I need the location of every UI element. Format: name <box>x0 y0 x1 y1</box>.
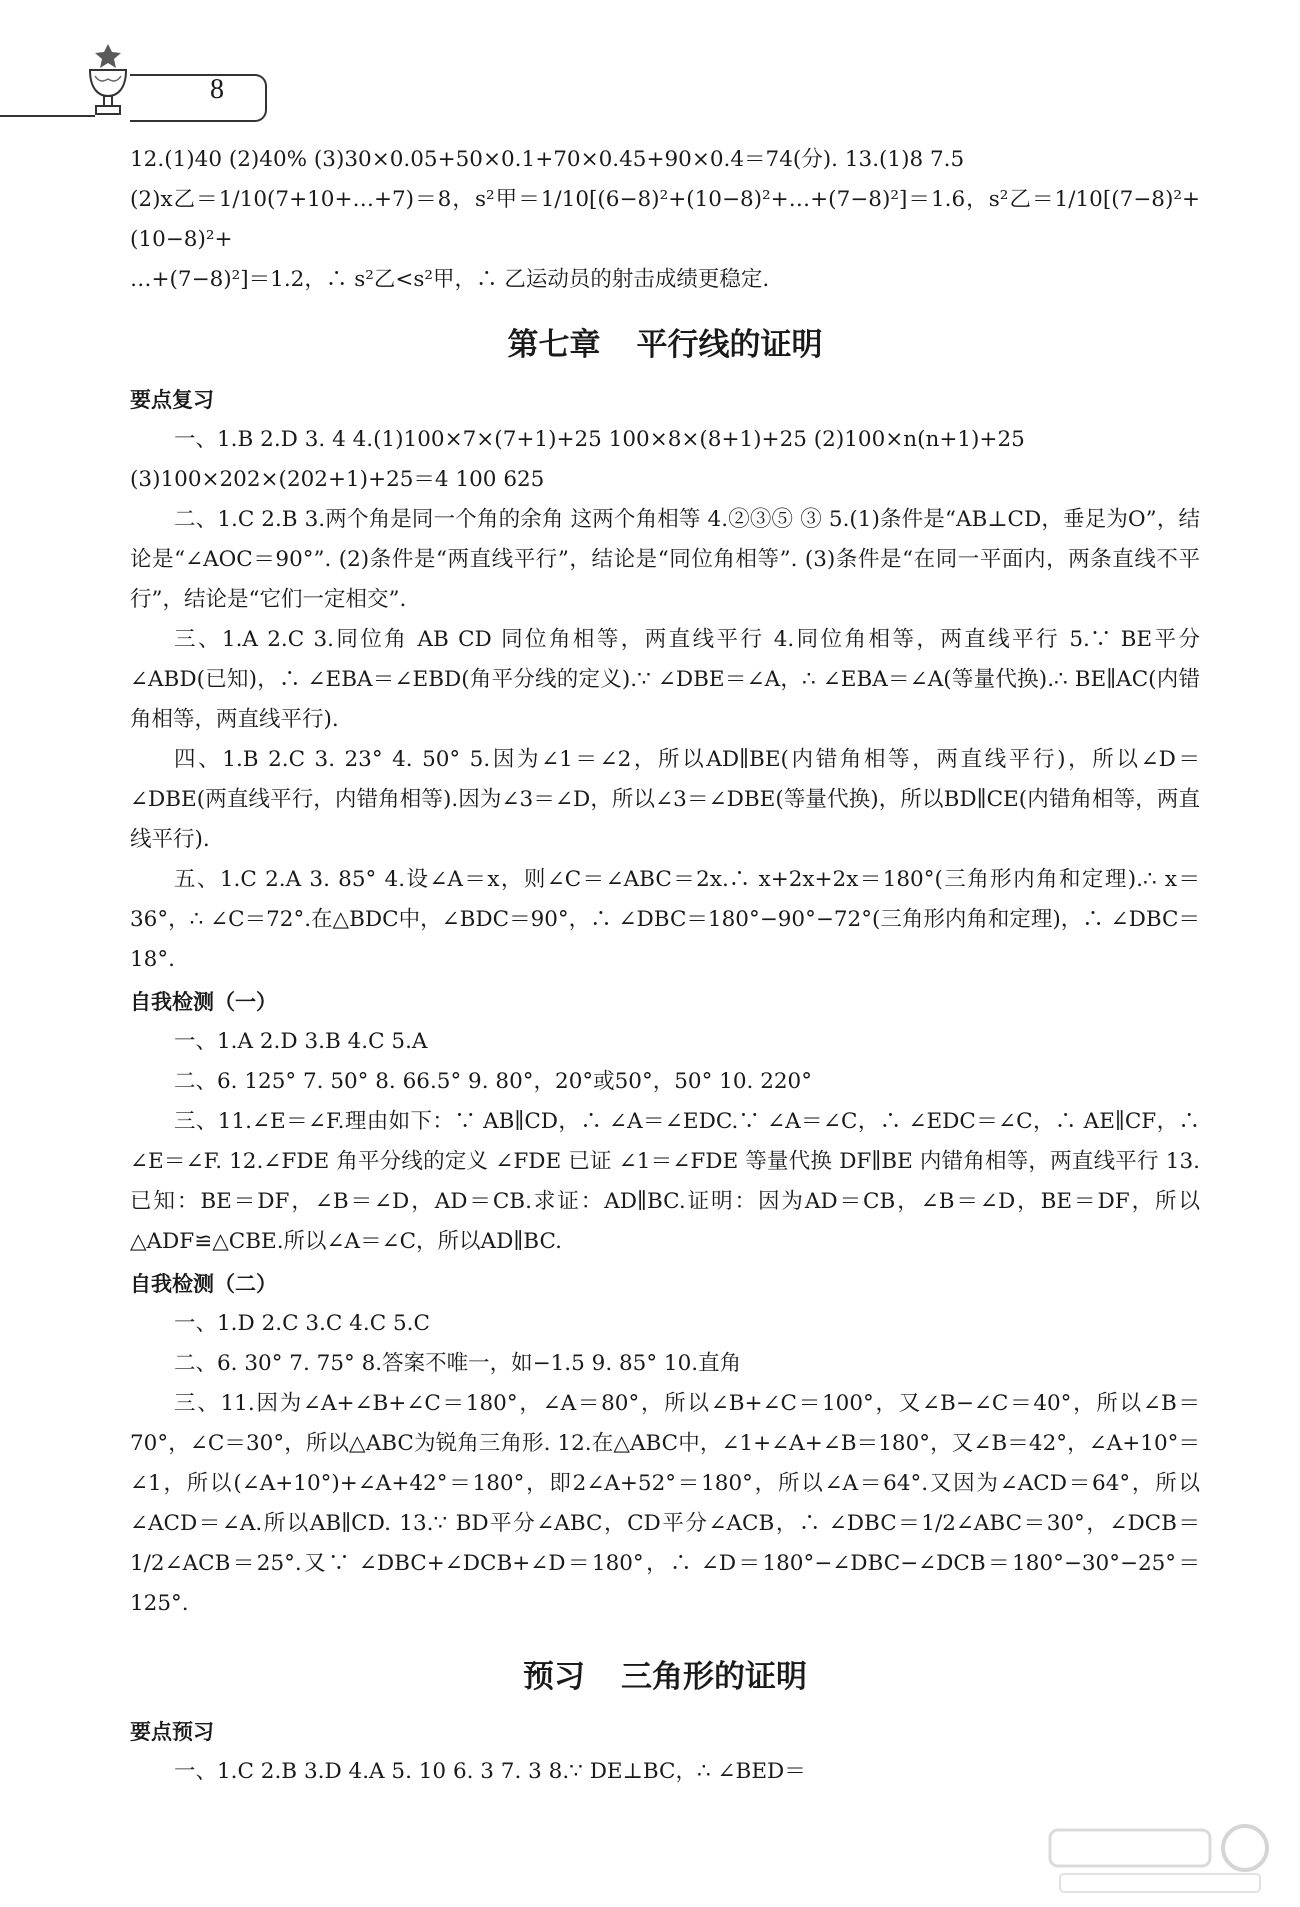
answer-paragraph: 二、6. 125° 7. 50° 8. 66.5° 9. 80°，20°或50°，50° 10. 220° <box>174 1069 812 1094</box>
answer-paragraph: 一、1.B 2.D 3. 4 4.(1)100×7×(7+1)+25 100×8×(8+1)+25 (2)100×n(n+1)+25 <box>174 427 1025 452</box>
page-number-tab <box>130 74 267 122</box>
answer-paragraph: (3)100×202×(202+1)+25＝4 100 625 <box>130 467 545 492</box>
chapter-title <box>130 322 1200 368</box>
preview-label: 预习 <box>523 1659 585 1695</box>
section-heading-preview: 要点预习 <box>130 1720 214 1744</box>
answer-paragraph: 三、11.∠E＝∠F.理由如下：∵ AB∥CD，∴ ∠A＝∠EDC.∵ ∠A＝∠C，∴ ∠EDC＝∠C，∴ AE∥CF，∴ ∠E＝∠F. 12.∠FDE 角平分线的定义 ∠FDE 已证 ∠1＝∠FDE 等量代换 DF∥BE 内错角相等，两直线平行 13.已知：BE＝DF，∠B＝∠D，AD＝CB.求证：AD∥BC.证明：因为AD＝CB，∠B＝∠D，BE＝DF，所以△ADF≌△CBE.所以∠A＝∠C，所以AD∥BC. <box>130 1109 1200 1254</box>
answer-paragraph: 四、1.B 2.C 3. 23° 4. 50° 5.因为∠1＝∠2，所以AD∥BE(内错角相等，两直线平行)，所以∠D＝∠DBE(两直线平行，内错角相等).因为∠3＝∠D，所以∠3＝∠DBE(等量代换)，所以BD∥CE(内错角相等，两直线平行). <box>130 747 1200 852</box>
answer-paragraph: 一、1.A 2.D 3.B 4.C 5.A <box>174 1029 428 1054</box>
answer-paragraph: 二、6. 30° 7. 75° 8.答案不唯一，如−1.5 9. 85° 10.直角 <box>174 1351 742 1376</box>
page-header <box>0 40 300 130</box>
answer-paragraph: 一、1.C 2.B 3.D 4.A 5. 10 6. 3 7. 3 8.∵ DE⊥BC，∴ ∠BED＝ <box>174 1759 806 1784</box>
answer-paragraph: 一、1.D 2.C 3.C 4.C 5.C <box>174 1311 430 1336</box>
intro-line: 12.(1)40 (2)40% (3)30×0.05+50×0.1+70×0.45+90×0.4＝74(分). 13.(1)8 7.5 <box>130 147 965 172</box>
answer-paragraph: 五、1.C 2.A 3. 85° 4.设∠A＝x，则∠C＝∠ABC＝2x.∴ x+2x+2x＝180°(三角形内角和定理).∴ x＝36°，∴ ∠C＝72°.在△BDC中，∠BDC＝90°，∴ ∠DBC＝180°−90°−72°(三角形内角和定理)，∴ ∠DBC＝18°. <box>130 867 1200 972</box>
chapter-number: 第七章 <box>507 327 601 363</box>
intro-line: (2)x乙＝1/10(7+10+…+7)＝8，s²甲＝1/10[(6−8)²+(10−8)²+…+(7−8)²]＝1.6，s²乙＝1/10[(7−8)²+(10−8)²+ <box>130 187 1200 252</box>
section-heading-check-1: 自我检测（一） <box>130 990 277 1014</box>
page-number: 8 <box>210 74 224 105</box>
intro-line: …+(7−8)²]＝1.2，∴ s²乙<s²甲，∴ 乙运动员的射击成绩更稳定. <box>130 267 770 292</box>
section-heading-check-2: 自我检测（二） <box>130 1272 277 1296</box>
preview-name: 三角形的证明 <box>621 1659 807 1695</box>
trophy-icon <box>78 40 138 122</box>
watermark-logo <box>1040 1820 1280 1900</box>
section-heading-review: 要点复习 <box>130 388 214 412</box>
chapter-name: 平行线的证明 <box>636 327 823 363</box>
preview-title <box>130 1654 1200 1700</box>
answer-paragraph: 三、11.因为∠A+∠B+∠C＝180°，∠A＝80°，所以∠B+∠C＝100°，又∠B−∠C＝40°，所以∠B＝70°，∠C＝30°，所以△ABC为锐角三角形. 12.在△ABC中，∠1+∠A+∠B＝180°，又∠B＝42°，∠A+10°＝∠1，所以(∠A+10°)+∠A+42°＝180°，即2∠A+52°＝180°，所以∠A＝64°.又因为∠ACD＝64°，所以∠ACD＝∠A.所以AB∥CD. 13.∵ BD平分∠ABC，CD平分∠ACB，∴ ∠DBC＝1/2∠ABC＝30°，∠DCB＝1/2∠ACB＝25°.又∵ ∠DBC+∠DCB+∠D＝180°，∴ ∠D＝180°−∠DBC−∠DCB＝180°−30°−25°＝125°. <box>130 1391 1200 1616</box>
answer-paragraph: 三、1.A 2.C 3.同位角 AB CD 同位角相等，两直线平行 4.同位角相等，两直线平行 5.∵ BE平分∠ABD(已知)，∴ ∠EBA＝∠EBD(角平分线的定义).∵ ∠DBE＝∠A，∴ ∠EBA＝∠A(等量代换).∴ BE∥AC(内错角相等，两直线平行). <box>130 627 1200 732</box>
answer-paragraph: 二、1.C 2.B 3.两个角是同一个角的余角 这两个角相等 4.②③⑤ ③ 5.(1)条件是“AB⊥CD，垂足为O”，结论是“∠AOC＝90°”. (2)条件是“两直线平行”，结论是“同位角相等”. (3)条件是“在同一平面内，两条直线不平行”，结论是“它们一定相交”. <box>130 507 1200 612</box>
answer-content <box>130 140 1200 1792</box>
